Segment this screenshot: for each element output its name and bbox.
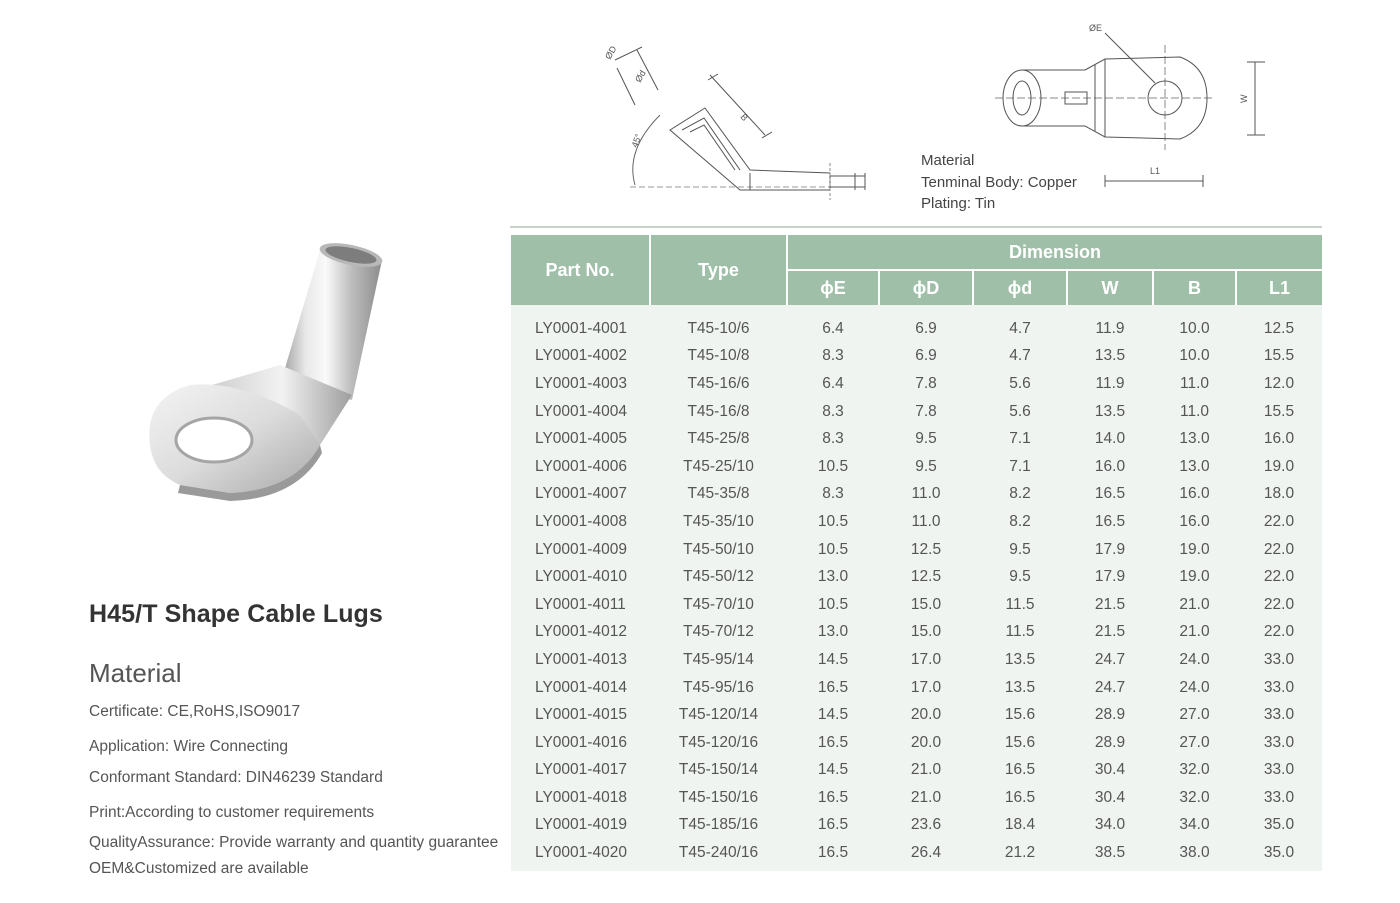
cell-L1: 12.0	[1236, 370, 1322, 398]
label-D: ØD	[603, 44, 619, 61]
cell-part-no: LY0001-4004	[511, 398, 650, 426]
cell-phi-D: 23.6	[879, 812, 973, 840]
cell-type: T45-10/8	[650, 343, 787, 371]
table-row	[511, 481, 1322, 509]
material-heading: Material	[89, 658, 182, 688]
table-row	[511, 370, 1322, 398]
cell-part-no: LY0001-4011	[511, 591, 650, 619]
cell-W: 14.0	[1067, 425, 1153, 453]
header-type: Type	[650, 235, 787, 305]
oem-text: OEM&Customized are available	[89, 860, 309, 877]
table-body	[511, 305, 1322, 871]
cell-part-no: LY0001-4003	[511, 370, 650, 398]
cell-W: 13.5	[1067, 343, 1153, 371]
header-phi-E: ϕE	[787, 270, 879, 305]
cell-type: T45-150/16	[650, 784, 787, 812]
cell-B: 34.0	[1153, 812, 1236, 840]
cell-phi-E: 14.5	[787, 701, 879, 729]
cell-B: 24.0	[1153, 646, 1236, 674]
cell-part-no: LY0001-4010	[511, 563, 650, 591]
cell-part-no: LY0001-4017	[511, 757, 650, 785]
table-row	[511, 839, 1322, 871]
cell-part-no: LY0001-4012	[511, 619, 650, 647]
cell-W: 28.9	[1067, 701, 1153, 729]
cell-phi-E: 16.5	[787, 812, 879, 840]
cell-phi-d: 16.5	[973, 757, 1067, 785]
cell-phi-d: 9.5	[973, 536, 1067, 564]
cell-phi-E: 13.0	[787, 619, 879, 647]
cell-phi-D: 12.5	[879, 536, 973, 564]
cell-B: 32.0	[1153, 757, 1236, 785]
cell-W: 38.5	[1067, 839, 1153, 871]
cell-W: 24.7	[1067, 646, 1153, 674]
table-row	[511, 619, 1322, 647]
cell-L1: 22.0	[1236, 508, 1322, 536]
cell-phi-E: 14.5	[787, 646, 879, 674]
cell-B: 19.0	[1153, 536, 1236, 564]
cell-phi-E: 16.5	[787, 839, 879, 871]
table-row	[511, 563, 1322, 591]
cell-phi-d: 5.6	[973, 398, 1067, 426]
cell-type: T45-35/10	[650, 508, 787, 536]
cell-type: T45-10/6	[650, 305, 787, 343]
cell-phi-d: 21.2	[973, 839, 1067, 871]
cell-L1: 15.5	[1236, 398, 1322, 426]
header-B: B	[1153, 270, 1236, 305]
cell-B: 16.0	[1153, 481, 1236, 509]
cell-B: 32.0	[1153, 784, 1236, 812]
cell-part-no: LY0001-4020	[511, 839, 650, 871]
cell-L1: 22.0	[1236, 619, 1322, 647]
cell-part-no: LY0001-4008	[511, 508, 650, 536]
cell-phi-E: 13.0	[787, 563, 879, 591]
header-dimension: Dimension	[787, 235, 1322, 270]
cell-B: 19.0	[1153, 563, 1236, 591]
table-header-row	[511, 235, 1322, 270]
cell-B: 38.0	[1153, 839, 1236, 871]
material-block-body: Tenminal Body: Copper	[921, 173, 1077, 191]
cell-B: 21.0	[1153, 619, 1236, 647]
cell-phi-d: 8.2	[973, 481, 1067, 509]
cell-B: 16.0	[1153, 508, 1236, 536]
cell-B: 11.0	[1153, 370, 1236, 398]
cell-phi-D: 26.4	[879, 839, 973, 871]
table-row	[511, 453, 1322, 481]
cell-phi-d: 13.5	[973, 674, 1067, 702]
cell-phi-D: 21.0	[879, 757, 973, 785]
cell-W: 13.5	[1067, 398, 1153, 426]
label-L1: L1	[1150, 166, 1161, 176]
cell-L1: 15.5	[1236, 343, 1322, 371]
cell-phi-E: 8.3	[787, 425, 879, 453]
cell-part-no: LY0001-4015	[511, 701, 650, 729]
cell-phi-E: 14.5	[787, 757, 879, 785]
cell-phi-d: 11.5	[973, 591, 1067, 619]
cell-W: 30.4	[1067, 757, 1153, 785]
cell-phi-D: 15.0	[879, 619, 973, 647]
cell-phi-d: 15.6	[973, 729, 1067, 757]
cell-L1: 33.0	[1236, 757, 1322, 785]
cell-B: 13.0	[1153, 425, 1236, 453]
cell-phi-D: 9.5	[879, 453, 973, 481]
cell-phi-E: 8.3	[787, 481, 879, 509]
label-B: B	[738, 111, 750, 123]
cell-W: 11.9	[1067, 370, 1153, 398]
cell-type: T45-120/14	[650, 701, 787, 729]
cable-lug-photo	[120, 235, 420, 515]
cell-L1: 35.0	[1236, 839, 1322, 871]
cell-L1: 33.0	[1236, 701, 1322, 729]
cell-type: T45-150/14	[650, 757, 787, 785]
cell-L1: 22.0	[1236, 563, 1322, 591]
print-text: Print:According to customer requirements	[89, 804, 375, 821]
material-block-plating: Plating: Tin	[921, 195, 996, 212]
table-row	[511, 729, 1322, 757]
cell-part-no: LY0001-4013	[511, 646, 650, 674]
table-row	[511, 757, 1322, 785]
cell-type: T45-185/16	[650, 812, 787, 840]
cell-B: 27.0	[1153, 729, 1236, 757]
table-row	[511, 591, 1322, 619]
cell-type: T45-50/10	[650, 536, 787, 564]
cell-phi-D: 9.5	[879, 425, 973, 453]
cell-part-no: LY0001-4019	[511, 812, 650, 840]
cell-phi-E: 10.5	[787, 536, 879, 564]
cell-phi-d: 11.5	[973, 619, 1067, 647]
table-row	[511, 812, 1322, 840]
cell-phi-d: 7.1	[973, 425, 1067, 453]
cell-phi-E: 10.5	[787, 508, 879, 536]
cell-type: T45-25/8	[650, 425, 787, 453]
cell-phi-E: 16.5	[787, 674, 879, 702]
cell-part-no: LY0001-4007	[511, 481, 650, 509]
cell-W: 11.9	[1067, 305, 1153, 343]
cell-L1: 19.0	[1236, 453, 1322, 481]
cell-W: 24.7	[1067, 674, 1153, 702]
cell-L1: 22.0	[1236, 591, 1322, 619]
cell-phi-E: 6.4	[787, 370, 879, 398]
cell-L1: 33.0	[1236, 646, 1322, 674]
cell-L1: 35.0	[1236, 812, 1322, 840]
cell-type: T45-120/16	[650, 729, 787, 757]
cell-B: 24.0	[1153, 674, 1236, 702]
cell-phi-E: 16.5	[787, 784, 879, 812]
cell-phi-D: 20.0	[879, 729, 973, 757]
cell-W: 16.0	[1067, 453, 1153, 481]
material-block	[921, 150, 1077, 215]
cell-L1: 16.0	[1236, 425, 1322, 453]
cell-phi-d: 8.2	[973, 508, 1067, 536]
cell-B: 10.0	[1153, 305, 1236, 343]
certificate-text: Certificate: CE,RoHS,ISO9017	[89, 703, 301, 720]
cell-L1: 33.0	[1236, 674, 1322, 702]
cell-phi-d: 5.6	[973, 370, 1067, 398]
header-phi-D: ϕD	[879, 270, 973, 305]
cell-phi-D: 6.9	[879, 305, 973, 343]
table-row	[511, 784, 1322, 812]
table-row	[511, 343, 1322, 371]
table-row	[511, 646, 1322, 674]
table-row	[511, 398, 1322, 426]
cell-B: 10.0	[1153, 343, 1236, 371]
cell-phi-d: 15.6	[973, 701, 1067, 729]
cell-W: 21.5	[1067, 619, 1153, 647]
quality-text: QualityAssurance: Provide warranty and quantity guarantee	[89, 834, 499, 851]
cell-phi-D: 11.0	[879, 508, 973, 536]
cell-phi-D: 17.0	[879, 646, 973, 674]
application-text: Application: Wire Connecting	[89, 738, 289, 755]
cell-W: 16.5	[1067, 508, 1153, 536]
label-E: ØE	[1089, 23, 1103, 33]
spec-table	[511, 235, 1322, 871]
cell-type: T45-16/6	[650, 370, 787, 398]
cell-B: 13.0	[1153, 453, 1236, 481]
cell-part-no: LY0001-4018	[511, 784, 650, 812]
cell-phi-d: 4.7	[973, 305, 1067, 343]
header-L1: L1	[1236, 270, 1322, 305]
header-W: W	[1067, 270, 1153, 305]
cell-type: T45-16/8	[650, 398, 787, 426]
standard-text: Conformant Standard: DIN46239 Standard	[89, 769, 383, 786]
cell-B: 11.0	[1153, 398, 1236, 426]
header-part-no: Part No.	[511, 235, 650, 305]
cell-type: T45-240/16	[650, 839, 787, 871]
cell-phi-E: 10.5	[787, 591, 879, 619]
cell-phi-D: 7.8	[879, 370, 973, 398]
cell-phi-D: 7.8	[879, 398, 973, 426]
cell-type: T45-35/8	[650, 481, 787, 509]
cell-phi-E: 10.5	[787, 453, 879, 481]
table-row	[511, 508, 1322, 536]
cell-type: T45-70/10	[650, 591, 787, 619]
product-title: H45/T Shape Cable Lugs	[89, 600, 383, 628]
cell-phi-d: 4.7	[973, 343, 1067, 371]
cell-part-no: LY0001-4002	[511, 343, 650, 371]
cell-phi-D: 17.0	[879, 674, 973, 702]
cell-phi-D: 15.0	[879, 591, 973, 619]
cell-W: 30.4	[1067, 784, 1153, 812]
cell-phi-d: 16.5	[973, 784, 1067, 812]
cell-part-no: LY0001-4016	[511, 729, 650, 757]
table-row	[511, 674, 1322, 702]
cell-phi-d: 13.5	[973, 646, 1067, 674]
cell-W: 16.5	[1067, 481, 1153, 509]
cell-part-no: LY0001-4006	[511, 453, 650, 481]
cell-phi-d: 7.1	[973, 453, 1067, 481]
cell-L1: 33.0	[1236, 729, 1322, 757]
cell-B: 27.0	[1153, 701, 1236, 729]
cell-phi-E: 16.5	[787, 729, 879, 757]
cell-L1: 12.5	[1236, 305, 1322, 343]
cell-L1: 22.0	[1236, 536, 1322, 564]
label-angle: 45°	[629, 132, 644, 149]
cell-phi-d: 18.4	[973, 812, 1067, 840]
cell-type: T45-70/12	[650, 619, 787, 647]
cell-phi-D: 11.0	[879, 481, 973, 509]
table-row	[511, 425, 1322, 453]
cell-W: 17.9	[1067, 536, 1153, 564]
cell-part-no: LY0001-4001	[511, 305, 650, 343]
cell-part-no: LY0001-4014	[511, 674, 650, 702]
cell-phi-E: 6.4	[787, 305, 879, 343]
cell-phi-d: 9.5	[973, 563, 1067, 591]
cell-type: T45-95/16	[650, 674, 787, 702]
header-phi-d: ϕd	[973, 270, 1067, 305]
side-view-drawing	[590, 30, 880, 205]
label-d: Ød	[633, 68, 648, 84]
cell-type: T45-25/10	[650, 453, 787, 481]
cell-W: 28.9	[1067, 729, 1153, 757]
cell-phi-D: 21.0	[879, 784, 973, 812]
cell-W: 21.5	[1067, 591, 1153, 619]
cell-part-no: LY0001-4005	[511, 425, 650, 453]
cell-phi-E: 8.3	[787, 343, 879, 371]
cell-phi-E: 8.3	[787, 398, 879, 426]
cell-phi-D: 12.5	[879, 563, 973, 591]
table-row	[511, 305, 1322, 343]
table-row	[511, 536, 1322, 564]
cell-B: 21.0	[1153, 591, 1236, 619]
cell-W: 34.0	[1067, 812, 1153, 840]
cell-type: T45-50/12	[650, 563, 787, 591]
cell-phi-D: 6.9	[879, 343, 973, 371]
cell-W: 17.9	[1067, 563, 1153, 591]
cell-L1: 33.0	[1236, 784, 1322, 812]
table-row	[511, 701, 1322, 729]
cell-type: T45-95/14	[650, 646, 787, 674]
label-W: W	[1239, 94, 1249, 103]
cell-phi-D: 20.0	[879, 701, 973, 729]
divider	[510, 226, 1322, 228]
material-block-title: Material	[921, 152, 975, 169]
cell-L1: 18.0	[1236, 481, 1322, 509]
cell-part-no: LY0001-4009	[511, 536, 650, 564]
